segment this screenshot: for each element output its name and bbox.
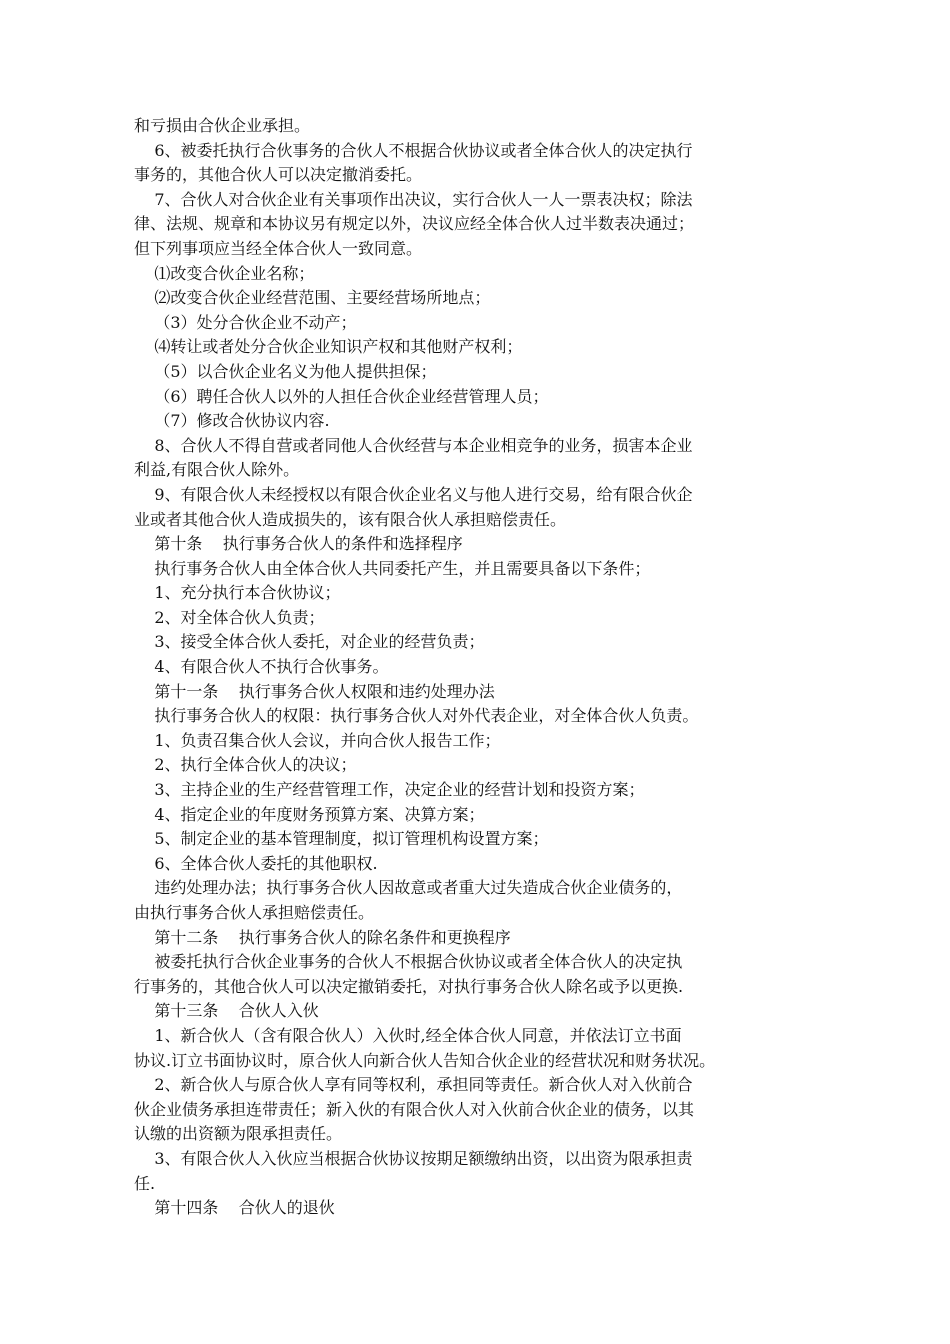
text-line: ⑵改变合伙企业经营范围、主要经营场所地点； bbox=[134, 288, 491, 308]
text-line: 和亏损由合伙企业承担。 bbox=[134, 116, 311, 135]
text-line: 3、有限合伙人入伙应当根据合伙协议按期足额缴纳出资，以出资为限承担责 bbox=[134, 1148, 693, 1168]
text-line: 行事务的，其他合伙人可以决定撤销委托，对执行事务合伙人除名或予以更换. bbox=[134, 976, 684, 996]
text-line: 1、负责召集合伙人会议，并向合伙人报告工作； bbox=[134, 730, 501, 750]
text-line: 6、全体合伙人委托的其他职权. bbox=[134, 853, 378, 873]
text-line: 9、有限合伙人未经授权以有限合伙企业名义与他人进行交易，给有限合伙企 bbox=[134, 484, 693, 504]
text-line: 利益,有限合伙人除外。 bbox=[134, 460, 300, 480]
text-line: 由执行事务合伙人承担赔偿责任。 bbox=[134, 903, 375, 922]
text-line: 3、接受全体合伙人委托，对企业的经营负责； bbox=[134, 632, 485, 652]
text-line: 业或者其他合伙人造成损失的，该有限合伙人承担赔偿责任。 bbox=[134, 509, 567, 529]
text-line: 认缴的出资额为限承担责任。 bbox=[134, 1124, 343, 1144]
text-line: （6）聘任合伙人以外的人担任合伙企业经营管理人员； bbox=[134, 386, 549, 406]
section-heading: 第十三条 合伙人入伙 bbox=[134, 1001, 319, 1021]
section-heading: 第十条 执行事务合伙人的条件和选择程序 bbox=[134, 534, 463, 554]
section-heading: 第十二条 执行事务合伙人的除名条件和更换程序 bbox=[134, 927, 511, 947]
text-line: ⑴改变合伙企业名称； bbox=[134, 263, 315, 283]
text-line: 4、指定企业的年度财务预算方案、决算方案； bbox=[134, 804, 485, 824]
text-line: （3）处分合伙企业不动产； bbox=[134, 312, 357, 332]
text-line: 3、主持企业的生产经营管理工作，决定企业的经营计划和投资方案； bbox=[134, 780, 645, 800]
document-body bbox=[134, 114, 824, 1221]
text-line: 2、执行全体合伙人的决议； bbox=[134, 755, 357, 775]
text-line: 事务的，其他合伙人可以决定撤消委托。 bbox=[134, 165, 423, 185]
text-line: 被委托执行合伙企业事务的合伙人不根据合伙协议或者全体合伙人的决定执 bbox=[134, 952, 683, 972]
text-line: 但下列事项应当经全体合伙人一致同意。 bbox=[134, 238, 423, 258]
text-line: 执行事务合伙人的权限：执行事务合伙人对外代表企业，对全体合伙人负责。 bbox=[134, 706, 699, 726]
section-heading: 第十四条 合伙人的退伙 bbox=[134, 1198, 335, 1218]
text-line: 伙企业债务承担连带责任；新入伙的有限合伙人对入伙前合伙企业的债务，以其 bbox=[134, 1099, 695, 1119]
text-line: 5、制定企业的基本管理制度，拟订管理机构设置方案； bbox=[134, 829, 549, 849]
text-line: 2、对全体合伙人负责； bbox=[134, 607, 325, 627]
text-line: 律、法规、规章和本协议另有规定以外，决议应经全体合伙人过半数表决通过； bbox=[134, 214, 695, 234]
text-line: 协议.订立书面协议时，原合伙人向新合伙人告知合伙企业的经营状况和财务状况。 bbox=[134, 1050, 716, 1070]
text-line: 违约处理办法；执行事务合伙人因故意或者重大过失造成合伙企业债务的， bbox=[134, 878, 683, 898]
text-line: 1、新合伙人（含有限合伙人）入伙时,经全体合伙人同意，并依法订立书面 bbox=[134, 1025, 682, 1045]
section-heading: 第十一条 执行事务合伙人权限和违约处理办法 bbox=[134, 681, 495, 701]
text-line: 6、被委托执行合伙事务的合伙人不根据合伙协议或者全体合伙人的决定执行 bbox=[134, 140, 693, 160]
text-line: ⑷转让或者处分合伙企业知识产权和其他财产权利； bbox=[134, 337, 523, 357]
text-line: （5）以合伙企业名义为他人提供担保； bbox=[134, 361, 437, 381]
text-line: 8、合伙人不得自营或者同他人合伙经营与本企业相竞争的业务，损害本企业 bbox=[134, 435, 693, 455]
text-line: （7）修改合伙协议内容. bbox=[134, 411, 330, 431]
text-line: 7、合伙人对合伙企业有关事项作出决议，实行合伙人一人一票表决权；除法 bbox=[134, 189, 693, 209]
text-line: 2、新合伙人与原合伙人享有同等权利，承担同等责任。新合伙人对入伙前合 bbox=[134, 1075, 693, 1095]
text-line: 1、充分执行本合伙协议； bbox=[134, 583, 341, 603]
text-line: 执行事务合伙人由全体合伙人共同委托产生，并且需要具备以下条件； bbox=[134, 558, 651, 578]
text-line: 4、有限合伙人不执行合伙事务。 bbox=[134, 657, 389, 677]
text-line: 任. bbox=[134, 1173, 156, 1193]
